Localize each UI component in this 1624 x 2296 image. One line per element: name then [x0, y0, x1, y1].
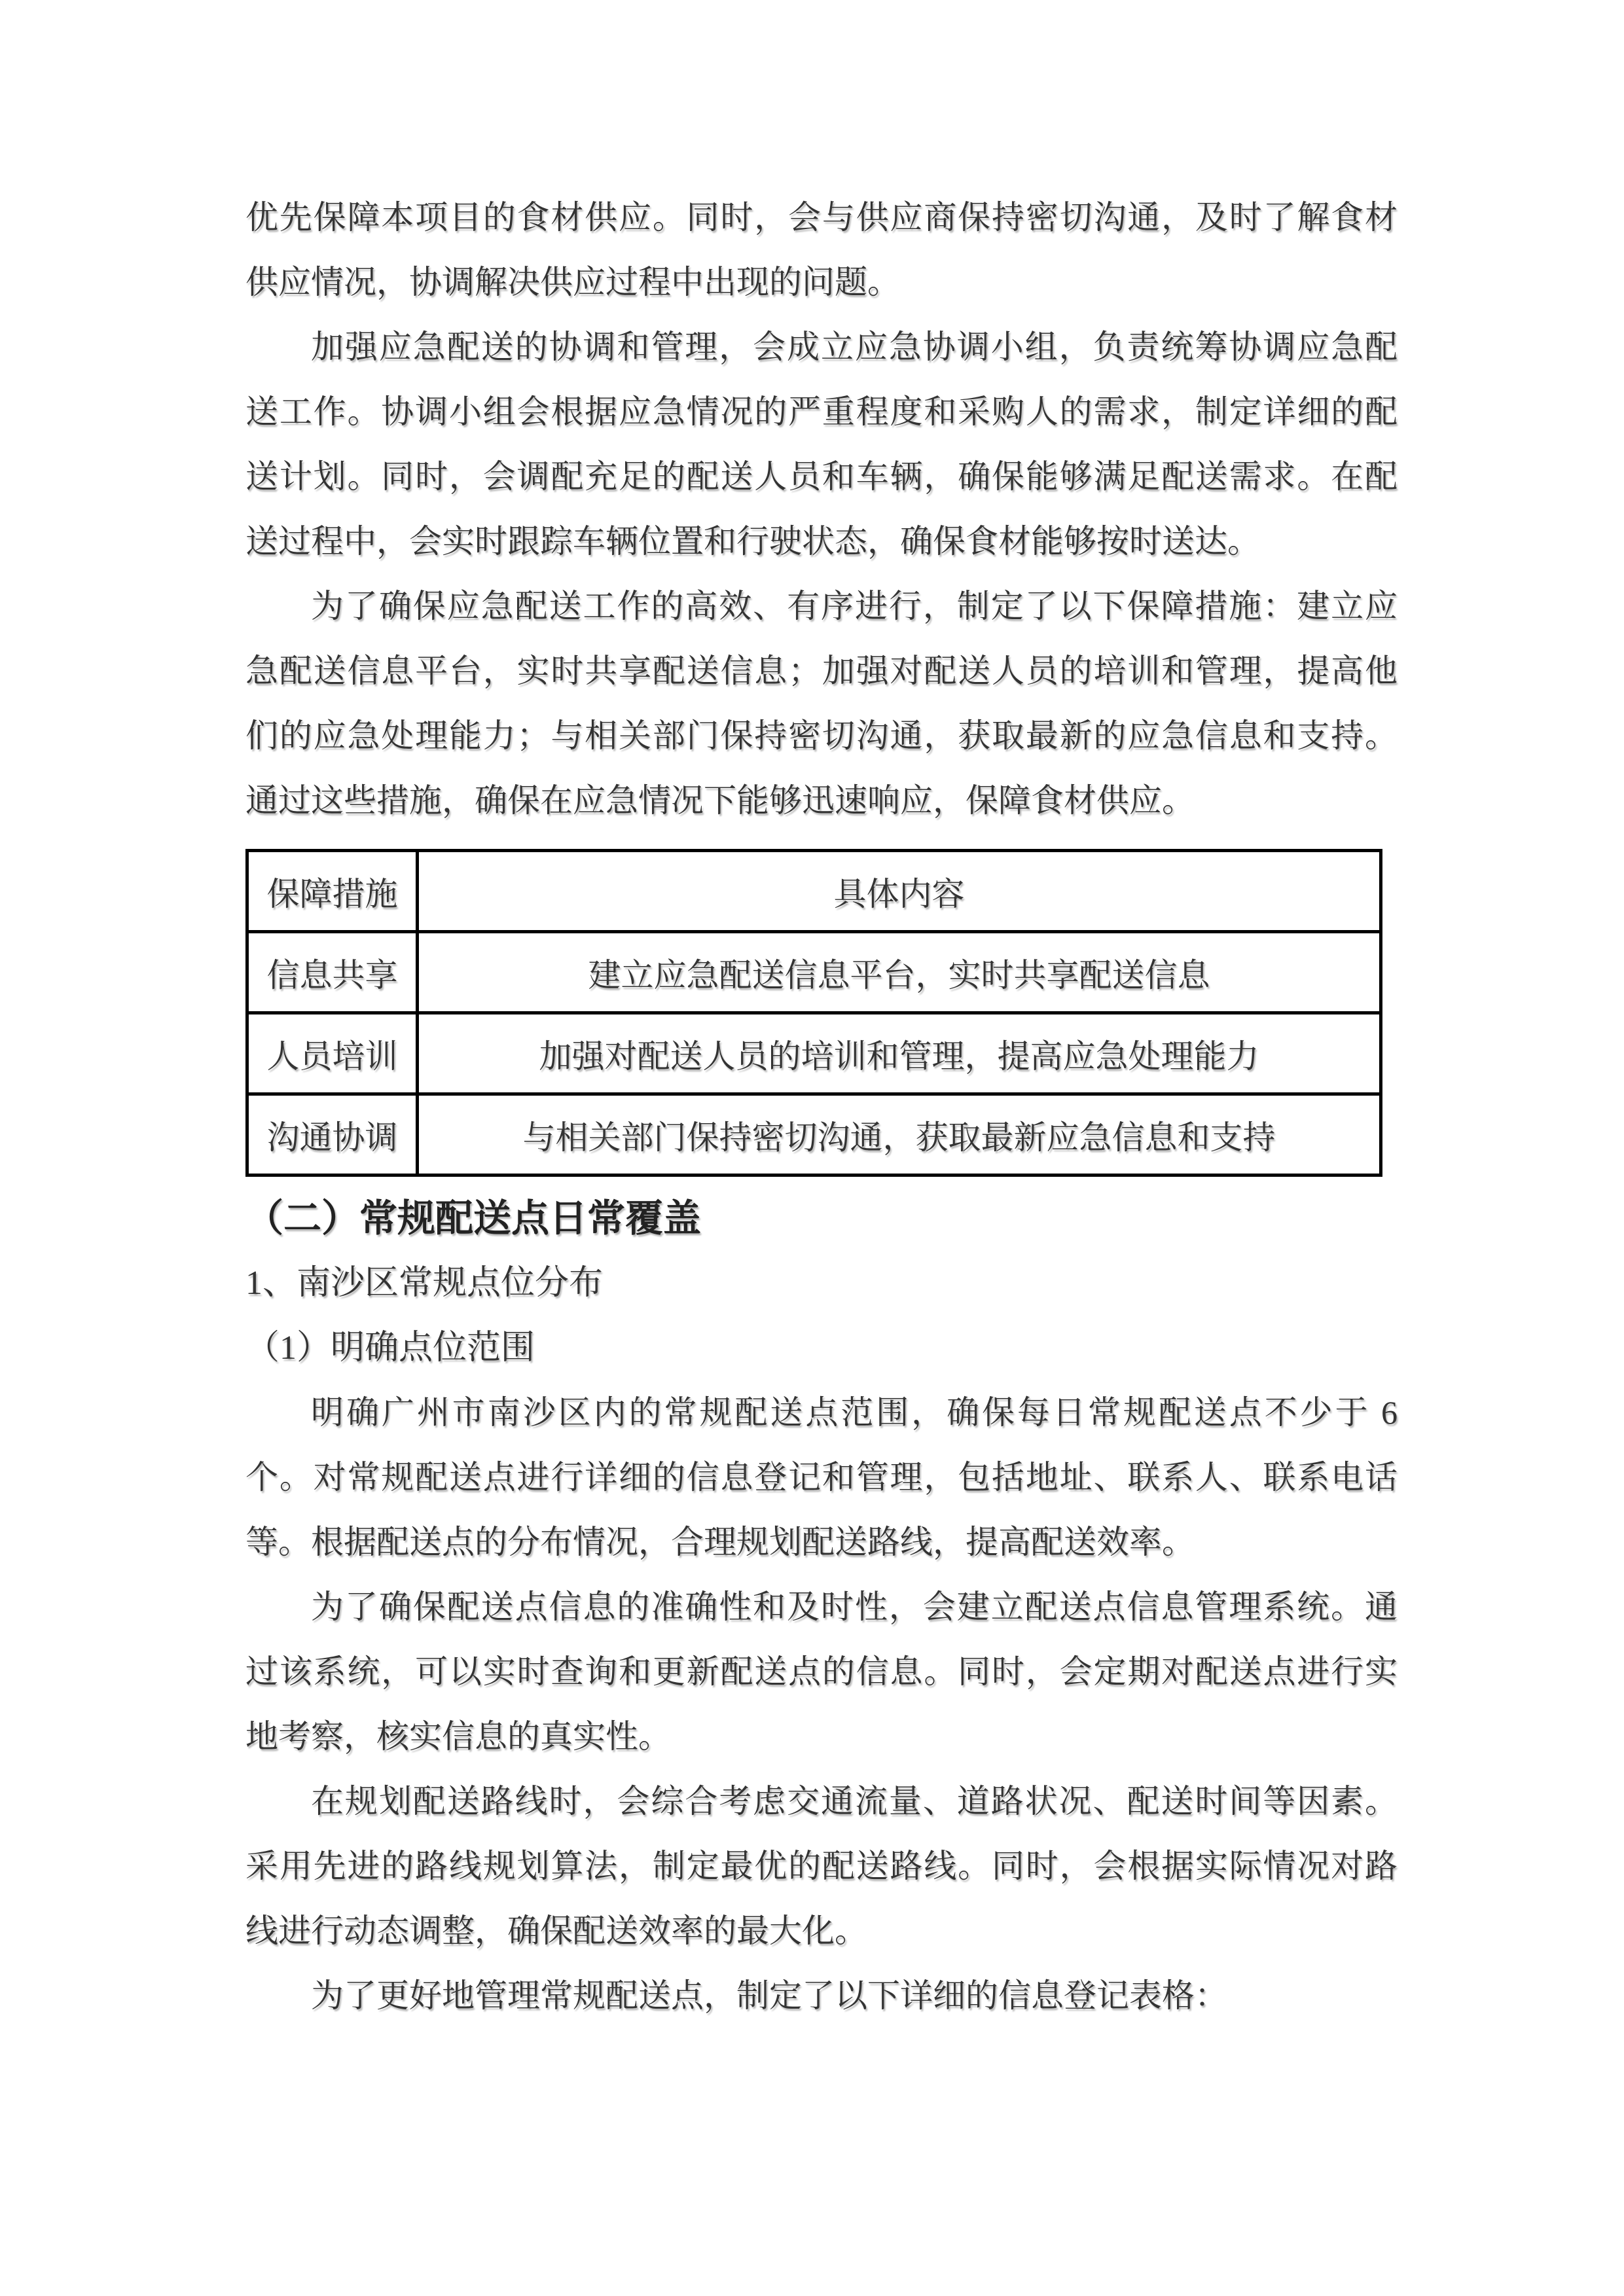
- text-line: 送计划。同时，会调配充足的配送人员和车辆，确保能够满足配送需求。在配: [245, 458, 1398, 495]
- text-line: 通过这些措施，确保在应急情况下能够迅速响应，保障食材供应。: [245, 782, 1195, 819]
- text-line: 过该系统，可以实时查询和更新配送点的信息。同时，会定期对配送点进行实: [245, 1653, 1398, 1690]
- header-cell-measure: 保障措施: [247, 851, 418, 932]
- text-line: 等。根据配送点的分布情况，合理规划配送路线，提高配送效率。: [245, 1524, 1195, 1560]
- text-line: 明确广州市南沙区内的常规配送点范围，确保每日常规配送点不少于 6: [311, 1394, 1398, 1431]
- text-line: 优先保障本项目的食材供应。同时，会与供应商保持密切沟通，及时了解食材: [245, 199, 1398, 236]
- measure-name-cell: 沟通协调: [247, 1094, 418, 1175]
- text-line: 在规划配送路线时，会综合考虑交通流量、道路状况、配送时间等因素。: [311, 1783, 1398, 1820]
- text-line: 为了更好地管理常规配送点，制定了以下详细的信息登记表格：: [311, 1977, 1227, 2014]
- table-row: [247, 932, 1381, 1013]
- measure-detail-cell: 加强对配送人员的培训和管理，提高应急处理能力: [418, 1013, 1381, 1094]
- table-header-row: [247, 851, 1381, 932]
- text-line: 送过程中，会实时跟踪车辆位置和行驶状态，确保食材能够按时送达。: [245, 523, 1260, 560]
- text-line: 们的应急处理能力；与相关部门保持密切沟通，获取最新的应急信息和支持。: [245, 717, 1398, 754]
- text-line: 个。对常规配送点进行详细的信息登记和管理，包括地址、联系人、联系电话: [245, 1459, 1398, 1496]
- text-line: 线进行动态调整，确保配送效率的最大化。: [245, 1912, 867, 1949]
- text-line: 为了确保配送点信息的准确性和及时性，会建立配送点信息管理系统。通: [311, 1588, 1398, 1625]
- measure-detail-cell: 与相关部门保持密切沟通，获取最新应急信息和支持: [418, 1094, 1381, 1175]
- sub-heading: 1、南沙区常规点位分布: [245, 1265, 604, 1302]
- text-line: 采用先进的路线规划算法，制定最优的配送路线。同时，会根据实际情况对路: [245, 1848, 1398, 1884]
- section-heading: （二）常规配送点日常覆盖: [245, 1197, 702, 1240]
- text-line: 为了确保应急配送工作的高效、有序进行，制定了以下保障措施：建立应: [311, 588, 1398, 624]
- text-line: 送工作。协调小组会根据应急情况的严重程度和采购人的需求，制定详细的配: [245, 393, 1398, 430]
- text-line: 地考察，核实信息的真实性。: [245, 1718, 671, 1755]
- measure-detail-cell: 建立应急配送信息平台，实时共享配送信息: [418, 932, 1381, 1013]
- header-cell-detail: 具体内容: [418, 851, 1381, 932]
- text-line: 供应情况，协调解决供应过程中出现的问题。: [245, 264, 900, 300]
- text-line: 加强应急配送的协调和管理，会成立应急协调小组，负责统筹协调应急配: [311, 329, 1398, 365]
- text-line: 急配送信息平台，实时共享配送信息；加强对配送人员的培训和管理，提高他: [245, 653, 1398, 689]
- sub-heading: （1）明确点位范围: [245, 1329, 535, 1367]
- measure-name-cell: 人员培训: [247, 1013, 418, 1094]
- measure-name-cell: 信息共享: [247, 932, 418, 1013]
- table-row: [247, 1013, 1381, 1094]
- table-row: [247, 1094, 1381, 1175]
- support-measures-table: [245, 849, 1382, 1177]
- document-content: [245, 185, 1398, 2028]
